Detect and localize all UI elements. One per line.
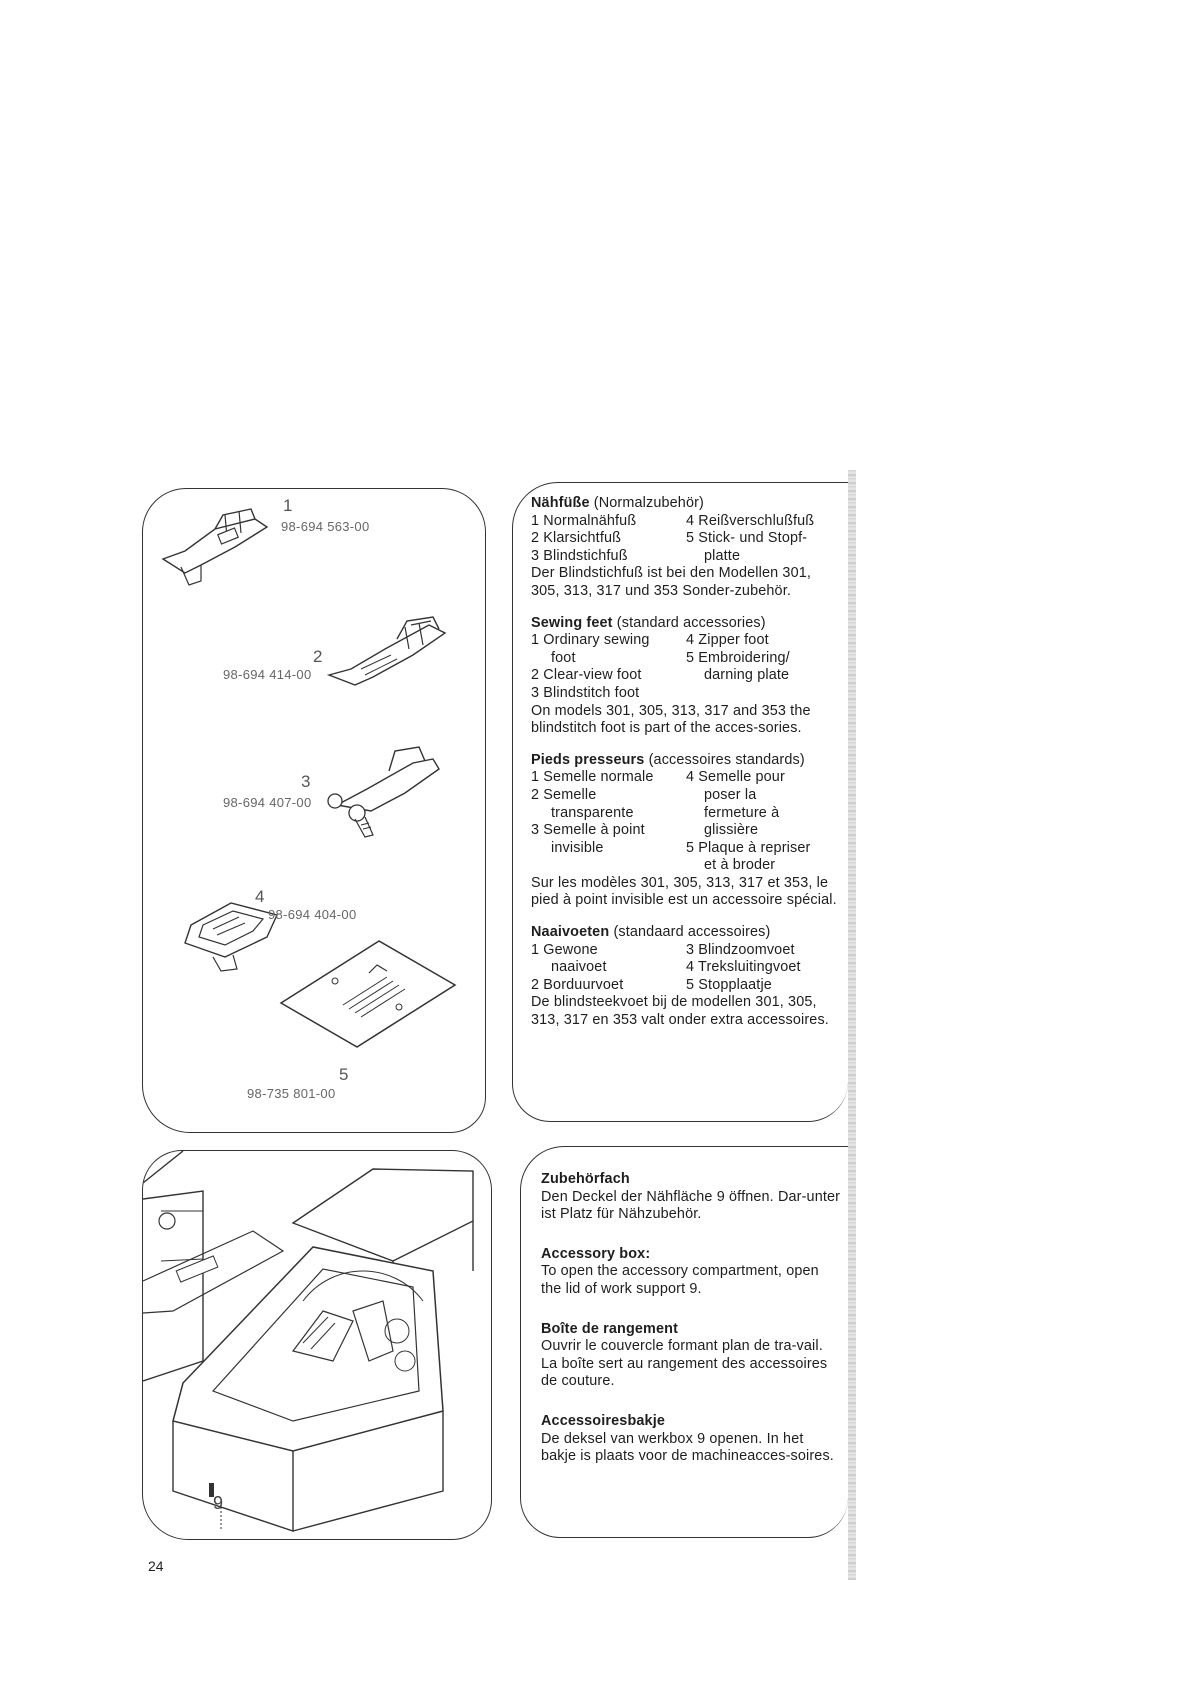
section-fr-body: Ouvrir le couvercle formant plan de tra-vail. La boîte sert au rangement des accessoires de couture. [541, 1338, 828, 1390]
list-item: 2 Borduurvoet 5 Stopplaatje [531, 976, 772, 993]
section-en [531, 615, 843, 738]
section-en-subtitle: (standard accessories) [616, 614, 766, 631]
part-number-2: 98-694 414-00 [223, 667, 312, 682]
list-item: 2 Semelle poser la [531, 786, 757, 803]
callout-9: 9 [213, 1493, 224, 1513]
figure-index-3: 3 [301, 772, 311, 791]
list-item: 3 Blindstichfuß platte [531, 547, 741, 564]
section-nl-title: Naaivoeten [531, 924, 610, 941]
section-nl-title: Accessoiresbakje [541, 1412, 666, 1429]
list-item: invisible 5 Plaque à repriser [551, 839, 811, 856]
list-item: 1 Gewone 3 Blindzoomvoet [531, 941, 795, 958]
figure-index-5: 5 [339, 1065, 349, 1084]
section-fr-title: Boîte de rangement [541, 1320, 679, 1337]
section-en [541, 1246, 841, 1299]
list-item: 1 Normalnähfuß 4 Reißverschlußfuß [531, 512, 815, 529]
list-item: transparente fermeture à [551, 804, 780, 821]
section-nl-subtitle: (standaard accessoires) [613, 924, 771, 941]
accessory-box-illustration-panel [142, 1150, 492, 1540]
list-item: 3 Blindstitch foot [531, 684, 640, 701]
list-item: 2 Klarsichtfuß 5 Stick- und Stopf- [531, 530, 808, 547]
section-fr [531, 752, 843, 910]
list-item: 1 Semelle normale 4 Semelle pour [531, 769, 785, 786]
list-item: 2 Clear-view foot darning plate [531, 667, 790, 684]
section-de-note: Der Blindstichfuß ist bei den Modellen 301, 305, 313, 317 und 353 Sonder-zubehör. [531, 565, 812, 599]
page-number: 24 [148, 1558, 164, 1574]
section-en-note: On models 301, 305, 313, 317 and 353 the blindstitch foot is part of the acces-sories. [531, 702, 811, 737]
section-nl-body: De deksel van werkbox 9 openen. In het bakje is plaats voor de machineacces-soires. [541, 1430, 834, 1465]
section-en-title: Sewing feet [531, 614, 613, 631]
part-number-4: 98-694 404-00 [268, 907, 357, 922]
section-de-title: Nähfüße [531, 495, 590, 511]
section-de-body: Den Deckel der Nähfläche 9 öffnen. Dar-unter ist Platz für Nähzubehör. [541, 1188, 841, 1223]
scanned-page-edge [848, 470, 856, 1580]
sewing-feet-text-panel [512, 482, 848, 1122]
section-fr-title: Pieds presseurs [531, 751, 645, 768]
figure-index-4: 4 [255, 887, 265, 906]
accessory-box-drawing [143, 1151, 492, 1540]
section-de [541, 1171, 841, 1224]
list-item: foot 5 Embroidering/ [551, 649, 790, 666]
part-number-5: 98-735 801-00 [247, 1086, 336, 1101]
section-nl-note: De blindsteekvoet bij de modellen 301, 305, 313, 317 en 353 valt onder extra accessoires. [531, 994, 829, 1029]
section-en-title: Accessory box: [541, 1245, 651, 1262]
sewing-feet-text-block [531, 495, 843, 1040]
ordinary-sewing-foot-illustration [155, 501, 295, 591]
part-number-1: 98-694 563-00 [281, 519, 370, 534]
section-nl [531, 924, 843, 1030]
list-item: naaivoet 4 Treksluitingvoet [551, 959, 801, 976]
figure-index-1: 1 [283, 496, 293, 515]
list-item: et à broder [704, 857, 776, 874]
list-item: 1 Ordinary sewing 4 Zipper foot [531, 632, 769, 649]
figure-panel-presser-feet [142, 488, 486, 1133]
list-item: 3 Semelle à point glissière [531, 822, 759, 839]
blindstitch-foot-illustration [315, 741, 455, 841]
accessory-box-text-block [541, 1171, 841, 1466]
section-en-body: To open the accessory compartment, open the lid of work support 9. [541, 1263, 819, 1297]
section-nl [541, 1413, 841, 1466]
section-fr-note: Sur les modèles 301, 305, 313, 317 et 353, le pied à point invisible est un accessoire spécial. [531, 874, 837, 909]
section-fr-subtitle: (accessoires standards) [648, 751, 805, 768]
section-de-subtitle: (Normalzubehör) [593, 495, 704, 511]
accessory-box-text-panel [520, 1146, 848, 1538]
section-de-title: Zubehörfach [541, 1171, 630, 1187]
section-fr [541, 1321, 841, 1391]
part-number-3: 98-694 407-00 [223, 795, 312, 810]
darning-plate-illustration [271, 937, 471, 1067]
figure-index-2: 2 [313, 647, 323, 666]
section-de [531, 495, 843, 601]
clear-view-foot-illustration [321, 609, 461, 699]
